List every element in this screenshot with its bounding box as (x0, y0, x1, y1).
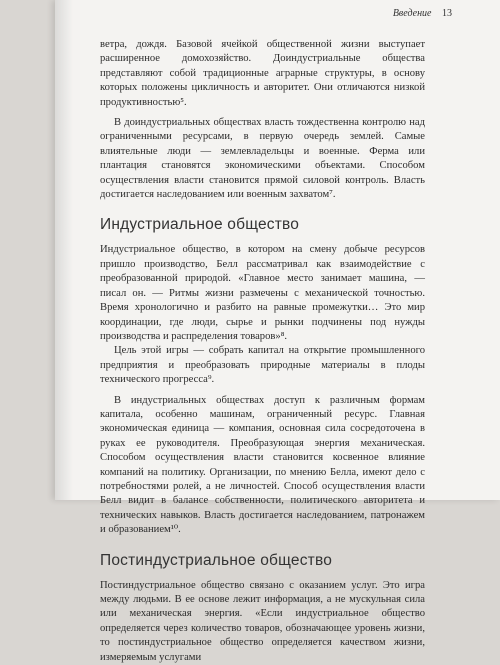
running-head-section-title: Введение (392, 8, 432, 19)
paragraph-postindustrial-1: Постиндустриальное общество связано с оказанием услуг. Это игра между людьми. В ее основе лежит информация, а не мускульная сила или механическая энергия. «Если индустриальное общество определяется через количество товаров, обозначающее уровень жизни, то постиндустриальное общество определяется качеством жизни, измеряемым услугами (100, 579, 425, 663)
paragraph-industrial-3: В индустриальных обществах доступ к различным формам капитала, особенно машинам, ограниченный ресурс. Главная экономическая единица — компания, основная сила сосредоточена в руках ее руководителя. Преобразующая энергия механическая. Способом осуществления власти становится косвенное влияние компаний на политику. Организации, по мнению Белла, имеют дело с потребностями ролей, а не личностей. Способ осуществления власти Белл видит в балансе собственности, политического авторитета и технических навыков. Власть достигается наследованием, патронажем и образованием¹⁰. (100, 394, 425, 536)
paragraph-industrial-2: Цель этой игры — собрать капитал на открытие промышленного предприятия и преобразовать природные материалы в плоды технического прогресса⁹. (100, 345, 425, 386)
running-head (393, 8, 452, 19)
paragraph-preindustrial-power: В доиндустриальных обществах власть тождественна контролю над ограниченными ресурсами, в первую очередь землей. Самые влиятельные люди — землевладельцы и военные. Ферма или плантация становятся экономическими объектами. Способом осуществления власти становится прямой силовой контроль. Власть достигается наследованием или военным захватом⁷. (100, 117, 425, 201)
heading-industrial-society: Индустриальное общество (100, 216, 300, 234)
body-text (100, 38, 425, 665)
paragraph-industrial-1: Индустриальное общество, в котором на смену добыче ресурсов пришло производство, Белл рассматривал как взаимодействие с преобразованной природой. «Главное место занимает машина, — писал он. — Ритмы жизни размечены с механической точностью. Время хронологично и разбито на равные промежутки… Это мир координации, где люди, сырье и рынки подчинены под нужды производства и распределения товаров»⁸. (100, 244, 425, 342)
heading-postindustrial-society: Постиндустриальное общество (100, 551, 333, 569)
book-page (55, 0, 500, 663)
paragraph-continuation: ветра, дождя. Базовой ячейкой общественной жизни выступает расширенное домохозяйство. Доиндустриальные общества представляют собой традиционные аграрные структуры, в основу которых положены цикличность и авторитет. Они отличаются низкой продуктивностью⁵. (100, 39, 425, 108)
page-number: 13 (442, 8, 452, 19)
